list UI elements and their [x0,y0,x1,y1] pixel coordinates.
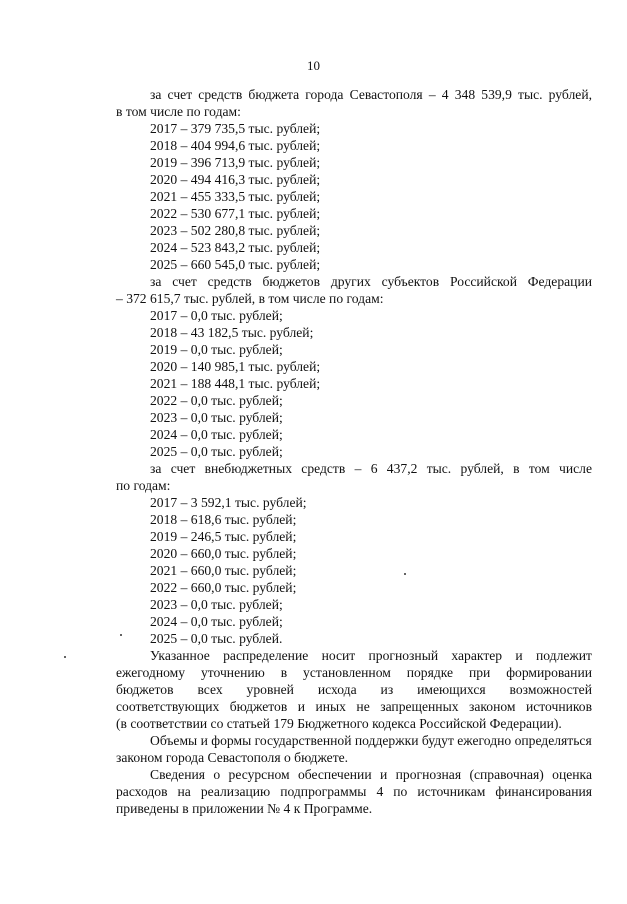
support-line1: Объемы и формы государственной поддержки будут ежегодно определяться [150,733,592,748]
sevastopol-budget-line1: за счет средств бюджета города Севастополя – 4 348 539,9 тыс. рублей, [150,87,592,102]
other-subjects-year-2019: 2019 – 0,0 тыс. рублей; [150,342,283,357]
sevastopol-year-2021: 2021 – 455 333,5 тыс. рублей; [150,189,321,204]
other-subjects-year-2021: 2021 – 188 448,1 тыс. рублей; [150,376,321,391]
other-subjects-budget-section [116,273,592,460]
sevastopol-year-2018: 2018 – 404 994,6 тыс. рублей; [150,138,321,153]
forecast-line3: бюджетов всех уровней исхода из имеющихся возможностей [116,682,592,697]
sevastopol-year-2023: 2023 – 502 280,8 тыс. рублей; [150,223,321,238]
document-body [116,86,592,817]
extrabudgetary-year-2017: 2017 – 3 592,1 тыс. рублей; [150,495,307,510]
extrabudgetary-year-2023: 2023 – 0,0 тыс. рублей; [150,597,283,612]
extrabudgetary-year-2018: 2018 – 618,6 тыс. рублей; [150,512,297,527]
other-subjects-year-2018: 2018 – 43 182,5 тыс. рублей; [150,325,314,340]
forecast-line2: ежегодному уточнению в установленном порядке при формировании [116,665,592,680]
sevastopol-budget-section [116,86,592,273]
other-subjects-year-2022: 2022 – 0,0 тыс. рублей; [150,393,283,408]
support-line2: законом города Севастополя о бюджете. [116,750,349,765]
other-subjects-year-2023: 2023 – 0,0 тыс. рублей; [150,410,283,425]
extrabudgetary-year-2024: 2024 – 0,0 тыс. рублей; [150,614,283,629]
resource-line1: Сведения о ресурсном обеспечении и прогнозная (справочная) оценка [150,767,592,782]
extrabudgetary-section [116,460,592,647]
support-paragraph [116,732,592,766]
resource-paragraph [116,766,592,817]
other-subjects-year-2020: 2020 – 140 985,1 тыс. рублей; [150,359,321,374]
forecast-line4: соответствующих бюджетов и иных не запрещенных законом источников [116,699,592,714]
scan-speck [404,573,406,575]
page-number: 10 [307,58,320,73]
other-subjects-year-2025: 2025 – 0,0 тыс. рублей; [150,444,283,459]
extrabudgetary-year-2021: 2021 – 660,0 тыс. рублей; [150,563,297,578]
scan-speck [64,656,66,658]
sevastopol-year-2017: 2017 – 379 735,5 тыс. рублей; [150,121,321,136]
sevastopol-year-2020: 2020 – 494 416,3 тыс. рублей; [150,172,321,187]
extrabudgetary-year-2019: 2019 – 246,5 тыс. рублей; [150,529,297,544]
forecast-line1: Указанное распределение носит прогнозный характер и подлежит [150,648,592,663]
extrabudgetary-line1: за счет внебюджетных средств – 6 437,2 тыс. рублей, в том числе [150,461,592,476]
forecast-paragraph [116,647,592,732]
forecast-last-line: (в соответствии со статьей 179 Бюджетного кодекса Российской Федерации). [116,716,562,731]
extrabudgetary-line2: по годам: [116,478,171,493]
extrabudgetary-year-2022: 2022 – 660,0 тыс. рублей; [150,580,297,595]
resource-line2: расходов на реализацию подпрограммы 4 по источникам финансирования [116,784,592,799]
scan-speck [120,634,122,636]
other-subjects-year-2024: 2024 – 0,0 тыс. рублей; [150,427,283,442]
sevastopol-year-2022: 2022 – 530 677,1 тыс. рублей; [150,206,321,221]
sevastopol-year-2019: 2019 – 396 713,9 тыс. рублей; [150,155,321,170]
extrabudgetary-year-2025: 2025 – 0,0 тыс. рублей. [150,631,283,646]
resource-line3: приведены в приложении № 4 к Программе. [116,801,373,816]
extrabudgetary-year-2020: 2020 – 660,0 тыс. рублей; [150,546,297,561]
other-subjects-year-2017: 2017 – 0,0 тыс. рублей; [150,308,283,323]
other-subjects-line1: за счет средств бюджетов других субъектов Российской Федерации [150,274,592,289]
sevastopol-year-2025: 2025 – 660 545,0 тыс. рублей; [150,257,321,272]
sevastopol-budget-line2: в том числе по годам: [116,104,241,119]
sevastopol-year-2024: 2024 – 523 843,2 тыс. рублей; [150,240,321,255]
other-subjects-line2: – 372 615,7 тыс. рублей, в том числе по годам: [116,291,384,306]
